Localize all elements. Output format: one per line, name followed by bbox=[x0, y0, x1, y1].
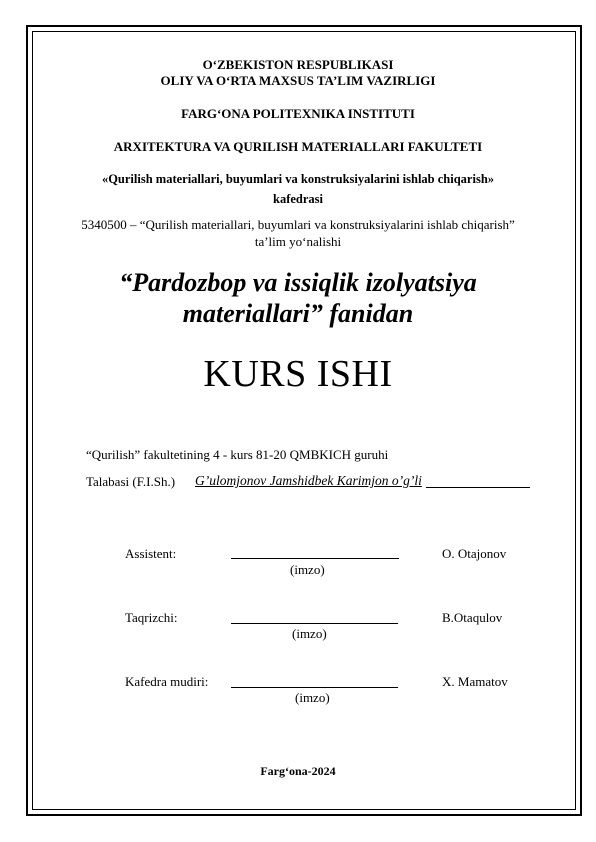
signature-caption-head: (imzo) bbox=[295, 690, 330, 705]
signature-role-head: Kafedra mudiri: bbox=[125, 674, 209, 689]
work-type-title: KURS ISHI bbox=[203, 353, 393, 395]
signature-caption-reviewer: (imzo) bbox=[292, 626, 327, 641]
signature-person-assistant: O. Otajonov bbox=[442, 546, 507, 561]
signature-caption-assistant: (imzo) bbox=[290, 562, 325, 577]
signature-person-head: X. Mamatov bbox=[442, 674, 508, 689]
subject-title-line-1: “Pardozbop va issiqlik izolyatsiya bbox=[119, 268, 477, 297]
subject-title-line-2: materiallari” fanidan bbox=[182, 299, 414, 328]
signature-role-reviewer: Taqrizchi: bbox=[125, 610, 178, 625]
student-group-line: “Qurilish” fakultetining 4 - kurs 81-20 QMBKICH guruhi bbox=[86, 447, 389, 462]
student-label: Talabasi (F.I.Sh.) bbox=[86, 474, 176, 489]
signature-role-assistant: Assistent: bbox=[125, 546, 177, 561]
signature-line-head bbox=[231, 687, 398, 688]
institute-heading: FARG‘ONA POLITEXNIKA INSTITUTI bbox=[181, 106, 415, 121]
signature-line-assistant bbox=[231, 558, 399, 559]
department-name: «Qurilish materiallari, buyumlari va konstruksiyalarini ishlab chiqarish» bbox=[101, 172, 495, 186]
student-name-underline-tail bbox=[426, 487, 530, 488]
signature-person-reviewer: B.Otaqulov bbox=[442, 610, 503, 625]
place-year: Farg‘ona-2024 bbox=[260, 764, 336, 778]
ministry-heading: OLIY VA O‘RTA MAXSUS TA’LIM VAZIRLIGI bbox=[160, 73, 436, 88]
republic-heading: O‘ZBEKISTON RESPUBLIKASI bbox=[202, 57, 394, 72]
direction-line-2: ta’lim yo‘nalishi bbox=[254, 234, 342, 249]
faculty-heading: ARXITEKTURA VA QURILISH MATERIALLARI FAKULTETI bbox=[113, 139, 483, 154]
signature-line-reviewer bbox=[231, 623, 398, 624]
direction-line-1: 5340500 – “Qurilish materiallari, buyumlari va konstruksiyalarini ishlab chiqarish” bbox=[81, 217, 515, 232]
student-name: G’ulomjonov Jamshidbek Karimjon o’g’li bbox=[195, 473, 422, 488]
department-word: kafedrasi bbox=[273, 192, 323, 206]
